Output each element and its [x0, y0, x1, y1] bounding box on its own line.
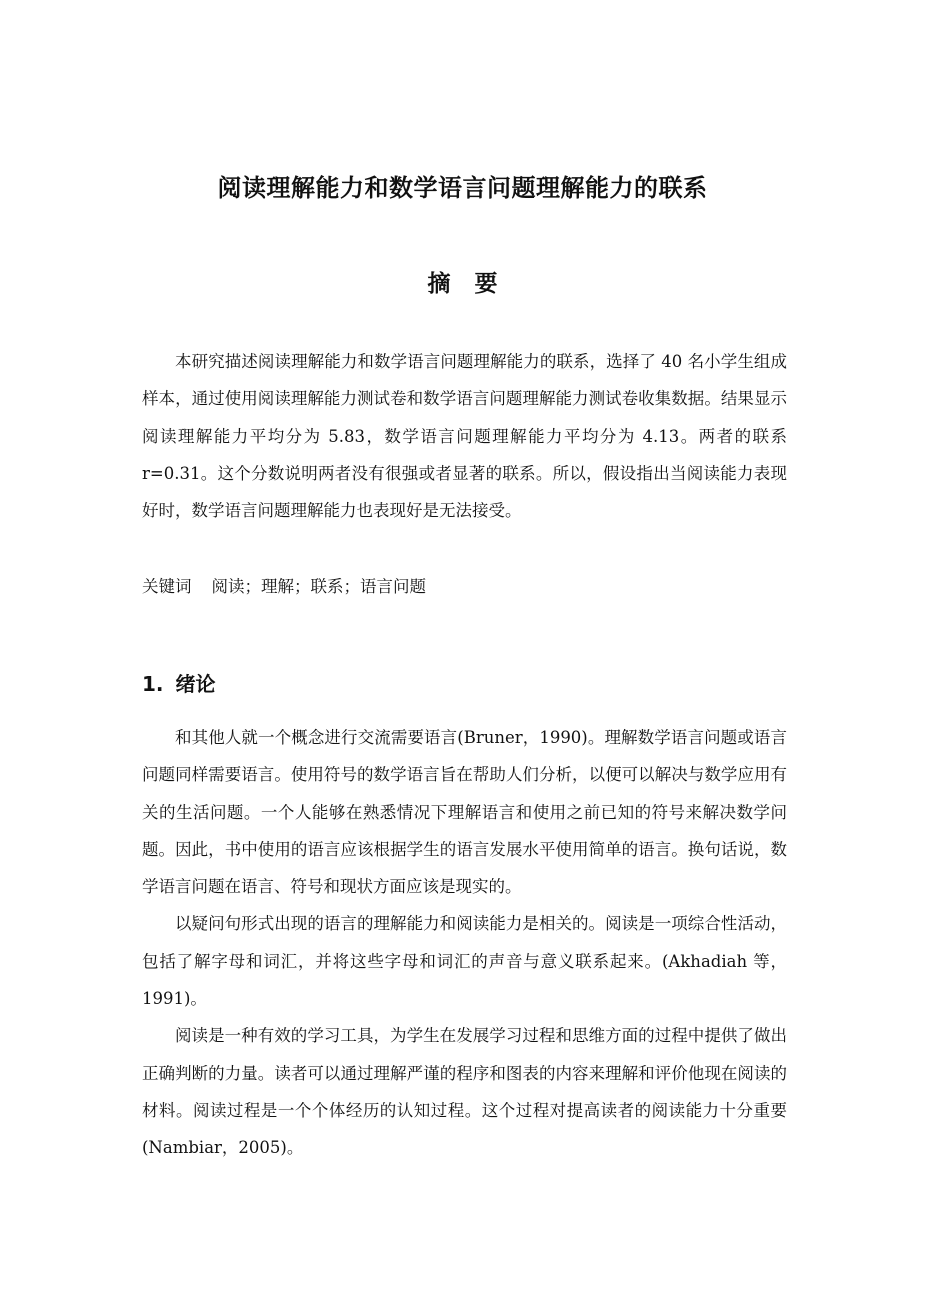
body-paragraph-2: 以疑问句形式出现的语言的理解能力和阅读能力是相关的。阅读是一项综合性活动，包括了解字母和词汇，并将这些字母和词汇的声音与意义联系起来。(Akhadiah 等，1991)。 [142, 914, 787, 1009]
abstract-heading-char-1: 摘 [427, 271, 451, 297]
keywords-line [142, 568, 787, 605]
abstract-heading-char-2: 要 [474, 271, 498, 297]
keywords-label: 关键词 [142, 577, 192, 596]
paper-title: 阅读理解能力和数学语言问题理解能力的联系 [217, 174, 708, 202]
body-paragraph-3: 阅读是一种有效的学习工具，为学生在发展学习过程和思维方面的过程中提供了做出正确判断的力量。读者可以通过理解严谨的程序和图表的内容来理解和评价他现在阅读的材料。阅读过程是一个个体经历的认知过程。这个过程对提高读者的阅读能力十分重要 (Nambiar，2005)。 [142, 1026, 787, 1158]
body-paragraph-1: 和其他人就一个概念进行交流需要语言(Bruner，1990)。理解数学语言问题或语言问题同样需要语言。使用符号的数学语言旨在帮助人们分析，以便可以解决与数学应用有关的生活问题。一个人能够在熟悉情况下理解语言和使用之前已知的符号来解决数学问题。因此，书中使用的语言应该根据学生的语言发展水平使用简单的语言。换句话说，数学语言问题在语言、符号和现状方面应该是现实的。 [142, 728, 787, 897]
section-heading-introduction [142, 665, 216, 703]
section-number: 1. [142, 672, 164, 696]
abstract-paragraph: 本研究描述阅读理解能力和数学语言问题理解能力的联系，选择了 40 名小学生组成样本，通过使用阅读理解能力测试卷和数学语言问题理解能力测试卷收集数据。结果显示阅读理解能力平均分为 5.83，数学语言问题理解能力平均分为 4.13。两者的联系 r=0.31。这个分数说明两者没有很强或者显著的联系。所以，假设指出当阅读能力表现好时，数学语言问题理解能力也表现好是无法接受。 [142, 352, 787, 521]
keywords-list: 阅读；理解；联系；语言问题 [211, 577, 426, 596]
abstract-body [142, 343, 787, 529]
abstract-heading [0, 264, 925, 304]
section-body [142, 719, 787, 1167]
section-title: 绪论 [175, 672, 216, 696]
